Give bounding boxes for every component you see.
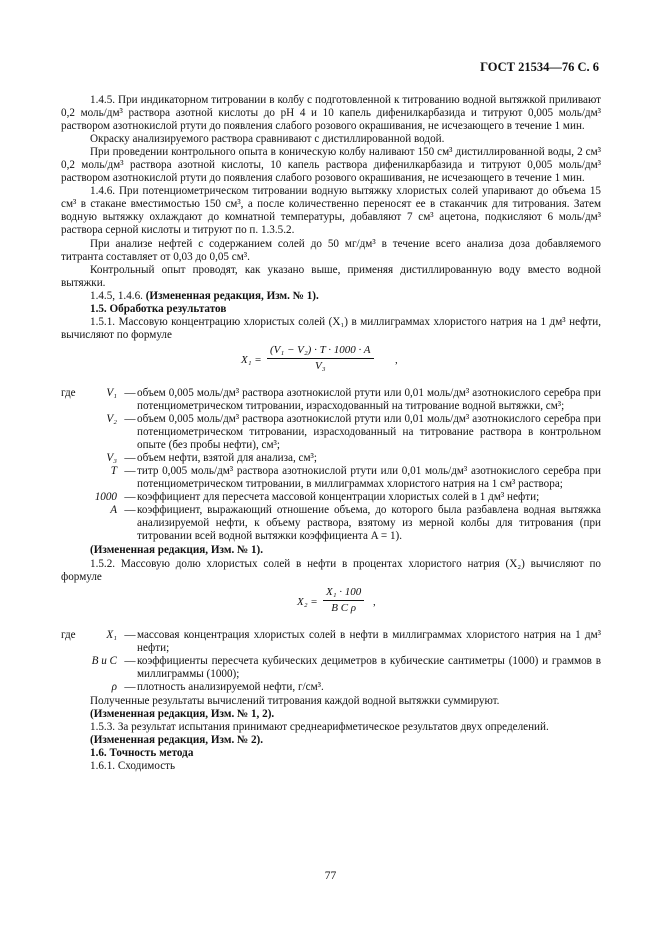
formula-x1-comma: , (395, 353, 398, 366)
revision-text: (Измененная редакция, Изм. № 1). (145, 289, 319, 302)
definition-text: коэффициенты пересчета кубических дециметров в кубические сантиметры (1000) и граммов в миллиграммы (1000); (137, 654, 601, 680)
paragraph-control-note: Контрольный опыт проводят, как указано выше, применяя дистиллированную воду вместо водной вытяжки. (61, 263, 601, 289)
definition-row (61, 655, 601, 681)
page-body (61, 94, 601, 773)
definition-text: коэффициент, выражающий отношение объема, до которого была разбавлена водная вытяжка анализируемой нефти, к объему раствора, взятому из мерной колбы для титрования (при титровании всей водной вытяжки коэффициента A = 1). (137, 504, 601, 543)
definition-symbol: ρ (111, 680, 117, 693)
definition-row (61, 413, 601, 452)
definition-row (61, 452, 601, 465)
paragraph-color-compare: Окраску анализируемого раствора сравнивают с дистиллированной водой. (90, 133, 445, 146)
paragraph-1-5-3: 1.5.3. За результат испытания принимают среднеарифметическое результатов двух определений. (90, 720, 549, 733)
definition-row (61, 629, 601, 655)
definition-symbol: T (110, 465, 117, 478)
revision-note-3: (Измененная редакция, Изм. № 1, 2). (90, 707, 275, 720)
definition-text: титр 0,005 моль/дм³ раствора азотнокислой ртути или 0,01 моль/дм³ азотнокислого серебра при потенциометрическом титровании, в миллиграммах хлористого натрия на 1 см³ раствора; (137, 465, 601, 491)
formula-x2-comma: , (373, 595, 376, 608)
formula-x1-lhs: X₁ = (241, 353, 262, 366)
definition-dash: — (124, 504, 136, 517)
revision-note-1 (61, 290, 601, 303)
definition-symbol: B и C (91, 654, 117, 667)
formula-x1 (61, 342, 601, 386)
definition-symbol: V₃ (106, 452, 117, 465)
definition-dash: — (124, 412, 136, 425)
definition-symbol: V₂ (106, 412, 117, 425)
page-number: 77 (324, 870, 337, 882)
formula-x1-fraction (267, 344, 374, 373)
paragraph-1-4-6: 1.4.6. При потенциометрическом титровании водную вытяжку хлористых солей упаривают до объема 15 см³ в стакане вместимостью 150 см³, а после количественно переносят ее в стаканчик для титрования. Затем водную вытяжку охлаждают до комнатной температуры, добавляют 7 см³ ацетона, подкисляют 6 моль/дм³ раствора серной кислоты и титруют по п. 1.3.5.2. (61, 185, 601, 237)
definition-text: массовая концентрация хлористых солей в нефти в миллиграммах хлористого натрия на 1 дм³ нефти; (137, 628, 601, 654)
definition-dash: — (124, 491, 136, 504)
definition-text: плотность анализируемой нефти, г/см³. (137, 680, 324, 693)
section-heading-1-6: 1.6. Точность метода (90, 747, 194, 760)
paragraph-1-5-2: 1.5.2. Массовую долю хлористых солей в нефти в процентах хлористого натрия (X₂) вычисляют по формуле (61, 557, 601, 583)
formula-x2-fraction (323, 586, 364, 615)
paragraph-titrant-dose: При анализе нефтей с содержанием солей до 50 мг/дм³ в течение всего анализа доза добавляемого титранта составляет от 0,03 до 0,05 см³. (61, 237, 601, 263)
definition-symbol: A (110, 504, 117, 517)
definition-dash: — (124, 680, 136, 693)
definition-text: объем 0,005 моль/дм³ раствора азотнокислой ртути или 0,01 моль/дм³ азотнокислого серебра при потенциометрическом титровании, израсходованный на титрование раствора в контрольном опыте (без пробы нефти), см³; (137, 412, 601, 452)
definition-symbol: V₁ (106, 386, 117, 399)
formula-x2 (61, 584, 601, 628)
formula-x1-numerator: (V₁ − V₂) · T · 1000 · A (267, 344, 374, 359)
definition-symbol: 1000 (94, 491, 117, 504)
definition-dash: — (124, 465, 136, 478)
paragraph-1-4-5: 1.4.5. При индикаторном титровании в колбу с подготовленной к титрованию водной вытяжкой приливают 0,2 моль/дм³ раствора азотной кислоты до рН 4 и 10 капель дифенилкарбазида и титруют 0,005 моль/дм³ раствором азотнокислой ртути до появления слабого розового окрашивания, не исчезающего в течение 1 мин. (61, 94, 601, 133)
formula-x2-numerator: X₁ · 100 (323, 586, 364, 601)
definition-symbol: X₁ (106, 628, 117, 641)
variable-definitions-2 (61, 629, 601, 694)
definition-dash: — (124, 628, 136, 641)
definition-text: объем нефти, взятой для анализа, см³; (137, 452, 317, 465)
formula-x2-lhs: X₂ = (297, 595, 318, 608)
paragraph-1-6-1: 1.6.1. Сходимость (90, 760, 176, 773)
definition-row (61, 504, 601, 543)
definition-text: объем 0,005 моль/дм³ раствора азотнокислой ртути или 0,01 моль/дм³ азотнокислого серебра при потенциометрическом титровании, израсходованный на титрование водной вытяжки, см³; (137, 386, 601, 412)
paragraph-control-test: При проведении контрольного опыта в коническую колбу наливают 150 см³ дистиллированной воды, 2 см³ 0,2 моль/дм³ раствора азотной кислоты, 10 капель раствора дифенилкарбазида и титруют 0,005 моль/дм³ раствором азотнокислой ртути до появления слабого розового окрашивания, не исчезающего в течение 1 мин. (61, 146, 601, 185)
formula-x1-denominator: V₃ (314, 359, 326, 372)
paragraph-summation: Полученные результаты вычислений титрования каждой водной вытяжки суммируют. (90, 694, 500, 707)
formula-x2-denominator: B C ρ (331, 601, 357, 614)
where-label: где (61, 386, 76, 399)
paragraph-1-5-1: 1.5.1. Массовую концентрацию хлористых солей (X₁) в миллиграммах хлористого натрия на 1 дм³ нефти, вычисляют по формуле (61, 315, 601, 341)
definition-row (61, 681, 601, 694)
definition-dash: — (124, 654, 136, 667)
section-heading-1-5: 1.5. Обработка результатов (90, 302, 227, 315)
running-header: ГОСТ 21534—76 С. 6 (480, 60, 599, 74)
definition-dash: — (124, 452, 136, 465)
revision-clauses: 1.4.5, 1.4.6. (90, 289, 146, 302)
where-label: где (61, 628, 76, 641)
variable-definitions-1 (61, 387, 601, 544)
definition-row (61, 465, 601, 491)
definition-dash: — (124, 386, 136, 399)
definition-row (61, 387, 601, 413)
revision-note-4: (Измененная редакция, Изм. № 2). (90, 733, 264, 746)
definition-text: коэффициент для пересчета массовой концентрации хлористых солей в 1 дм³ нефти; (137, 491, 540, 504)
definition-row (61, 491, 601, 504)
revision-note-2: (Измененная редакция, Изм. № 1). (90, 544, 264, 557)
